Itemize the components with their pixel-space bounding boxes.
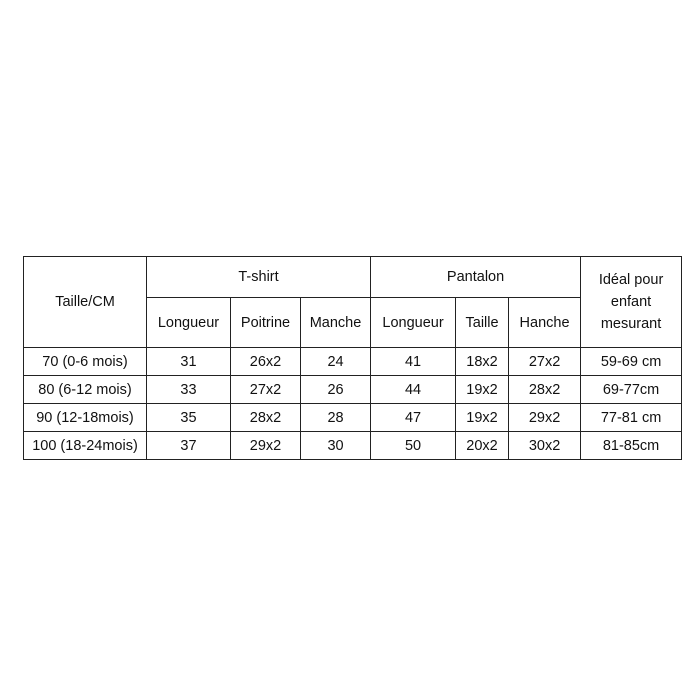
ideal-height-cell: 59-69 cm <box>581 348 682 376</box>
tshirt-sleeve-header: Manche <box>301 298 371 348</box>
pants-length-header: Longueur <box>371 298 456 348</box>
table-row <box>24 376 682 404</box>
pants-hip-cell: 28x2 <box>509 376 581 404</box>
table-row <box>24 432 682 460</box>
size-header: Taille/CM <box>24 257 147 348</box>
pants-waist-header: Taille <box>456 298 509 348</box>
tshirt-chest-header: Poitrine <box>231 298 301 348</box>
header-row-groups <box>24 257 682 298</box>
tshirt-chest-cell: 29x2 <box>231 432 301 460</box>
tshirt-length-cell: 31 <box>147 348 231 376</box>
tshirt-group-header: T-shirt <box>147 257 371 298</box>
ideal-header-line1: Idéal pour <box>598 272 664 288</box>
table-row <box>24 404 682 432</box>
tshirt-chest-cell: 28x2 <box>231 404 301 432</box>
ideal-height-cell: 77-81 cm <box>581 404 682 432</box>
ideal-height-cell: 69-77cm <box>581 376 682 404</box>
size-chart-table <box>23 256 682 460</box>
tshirt-sleeve-cell: 24 <box>301 348 371 376</box>
ideal-header-line3: mesurant <box>600 316 662 332</box>
tshirt-sleeve-cell: 28 <box>301 404 371 432</box>
pants-length-cell: 47 <box>371 404 456 432</box>
pantalon-group-header: Pantalon <box>371 257 581 298</box>
size-cell: 70 (0-6 mois) <box>24 348 147 376</box>
pants-hip-cell: 30x2 <box>509 432 581 460</box>
pants-hip-header: Hanche <box>509 298 581 348</box>
tshirt-chest-cell: 27x2 <box>231 376 301 404</box>
size-cell: 100 (18-24mois) <box>24 432 147 460</box>
pants-length-cell: 41 <box>371 348 456 376</box>
pants-waist-cell: 20x2 <box>456 432 509 460</box>
tshirt-length-cell: 33 <box>147 376 231 404</box>
ideal-header-line2: enfant <box>610 294 652 310</box>
pants-length-cell: 44 <box>371 376 456 404</box>
ideal-height-header <box>581 257 682 348</box>
table-row <box>24 348 682 376</box>
size-cell: 90 (12-18mois) <box>24 404 147 432</box>
tshirt-length-cell: 37 <box>147 432 231 460</box>
pants-hip-cell: 29x2 <box>509 404 581 432</box>
tshirt-sleeve-cell: 30 <box>301 432 371 460</box>
tshirt-sleeve-cell: 26 <box>301 376 371 404</box>
ideal-height-cell: 81-85cm <box>581 432 682 460</box>
pants-hip-cell: 27x2 <box>509 348 581 376</box>
tshirt-length-header: Longueur <box>147 298 231 348</box>
pants-waist-cell: 19x2 <box>456 376 509 404</box>
pants-length-cell: 50 <box>371 432 456 460</box>
tshirt-length-cell: 35 <box>147 404 231 432</box>
pants-waist-cell: 18x2 <box>456 348 509 376</box>
pants-waist-cell: 19x2 <box>456 404 509 432</box>
size-cell: 80 (6-12 mois) <box>24 376 147 404</box>
tshirt-chest-cell: 26x2 <box>231 348 301 376</box>
